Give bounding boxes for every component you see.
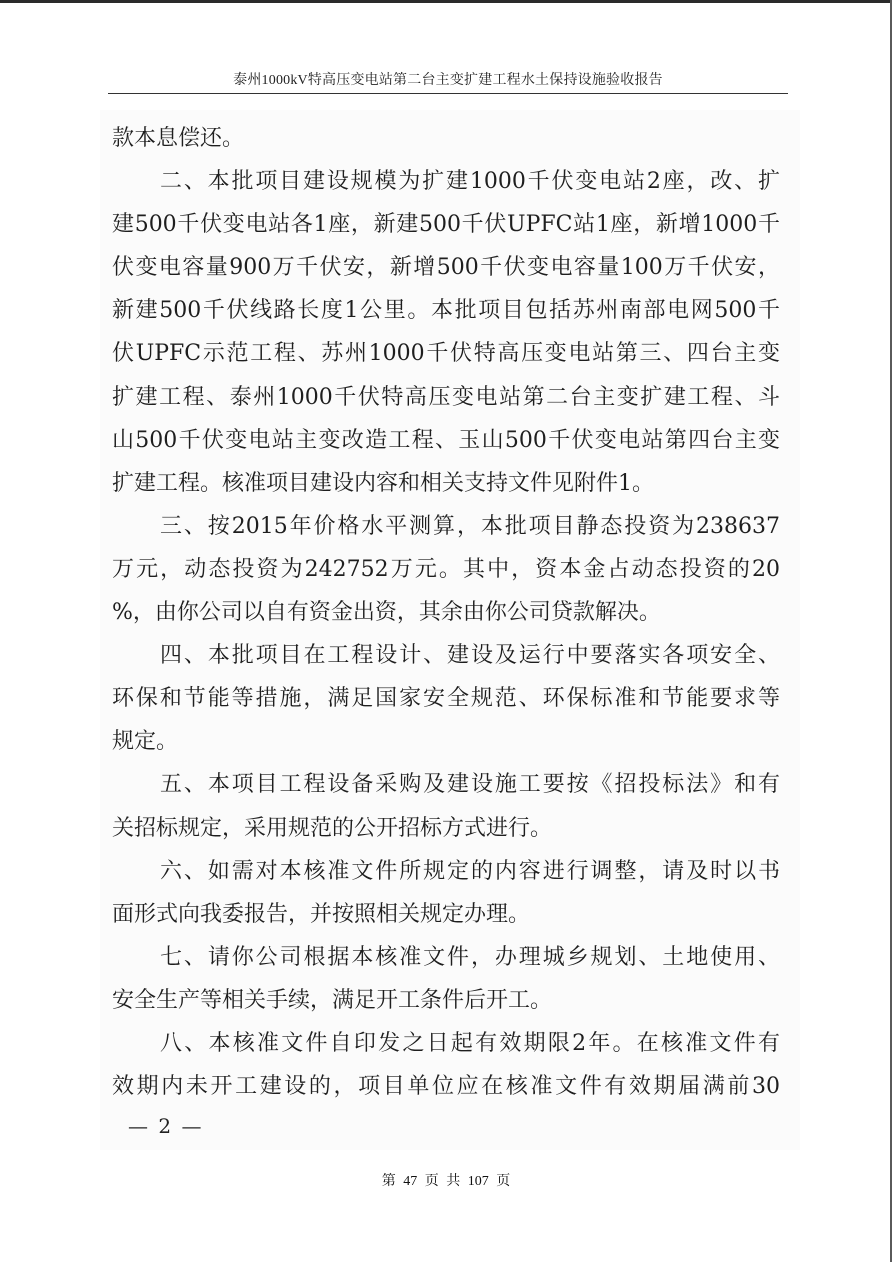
text-line: 万元，动态投资为242752万元。其中，资本金占动态投资的20 [112, 556, 780, 582]
text-line: 伏UPFC示范工程、苏州1000千伏特高压变电站第三、四台主变 [112, 341, 780, 367]
text-line: 规定。 [112, 729, 179, 755]
page-footer: 第 47 页 共 107 页 [381, 1174, 511, 1189]
document-body [112, 117, 780, 1108]
paragraph-3-line: 三、按2015年价格水平测算，本批项目静态投资为238637 [160, 513, 780, 539]
report-header: 泰州1000kV特高压变电站第二台主变扩建工程水土保持设施验收报告 [233, 73, 663, 88]
paragraph-7-line: 七、请你公司根据本核准文件，办理城乡规划、土地使用、 [160, 944, 780, 970]
text-line: 效期内未开工建设的，项目单位应在核准文件有效期届满前30 [112, 1074, 780, 1100]
paragraph-2-line: 二、本批项目建设规模为扩建1000千伏变电站2座，改、扩 [160, 169, 780, 195]
text-line: 关招标规定，采用规范的公开招标方式进行。 [112, 815, 553, 841]
text-line: 新建500千伏线路长度1公里。本批项目包括苏州南部电网500千 [112, 298, 780, 324]
paragraph-8-line: 八、本核准文件自印发之日起有效期限2年。在核准文件有 [160, 1030, 780, 1056]
text-line: 款本息偿还。 [112, 126, 245, 151]
text-line: 环保和节能等措施，满足国家安全规范、环保标准和节能要求等 [112, 686, 780, 712]
header-rule [108, 93, 788, 94]
text-line: %，由你公司以自有资金出资，其余由你公司贷款解决。 [112, 600, 661, 626]
text-line: 建500千伏变电站各1座，新建500千伏UPFC站1座，新增1000千 [112, 212, 780, 238]
text-line: 面形式向我委报告，并按照相关规定办理。 [112, 901, 531, 927]
text-line: 安全生产等相关手续，满足开工条件后开工。 [112, 987, 553, 1013]
text-line: 扩建工程。核准项目建设内容和相关支持文件见附件1。 [112, 470, 654, 496]
paragraph-6-line: 六、如需对本核准文件所规定的内容进行调整，请及时以书 [160, 858, 780, 884]
paragraph-4-line: 四、本批项目在工程设计、建设及运行中要落实各项安全、 [160, 643, 780, 669]
paragraph-5-line: 五、本项目工程设备采购及建设施工要按《招投标法》和有 [160, 772, 780, 798]
text-line: 山500千伏变电站主变改造工程、玉山500千伏变电站第四台主变 [112, 427, 780, 453]
top-border [0, 0, 892, 3]
page-number-mark: — 2 — [128, 1114, 204, 1138]
text-line: 扩建工程、泰州1000千伏特高压变电站第二台主变扩建工程、斗 [112, 384, 780, 410]
text-line: 伏变电容量900万千伏安，新增500千伏变电容量100万千伏安， [112, 255, 780, 281]
